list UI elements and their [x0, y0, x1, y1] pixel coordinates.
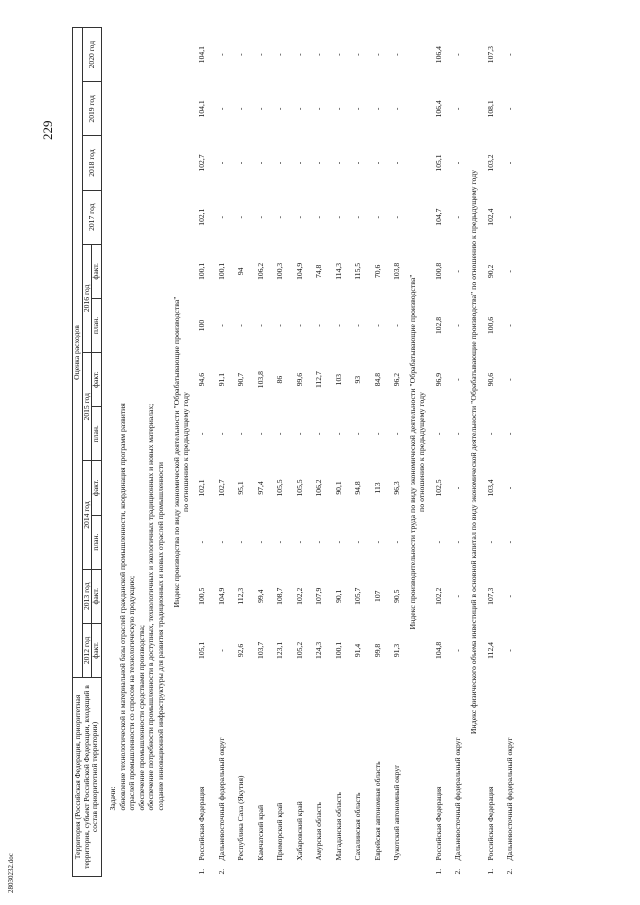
value-cell: 102,7 — [197, 154, 207, 172]
territory-name: Сахалинская область — [353, 792, 363, 861]
table-row — [271, 28, 291, 877]
value-cell: - — [314, 161, 324, 165]
value-cell: - — [236, 324, 246, 327]
value-cell: - — [294, 161, 304, 165]
value-cell: 124,3 — [314, 641, 324, 659]
tasks-line: создание инновационной инфраструктуры для развития традиционных и новых отраслей промышленности — [155, 462, 165, 811]
value-cell: 103 — [333, 373, 343, 386]
row-number — [290, 863, 310, 877]
value-cell: 94 — [236, 267, 246, 276]
value-cell: 94,6 — [197, 373, 207, 387]
fact-header: факт. — [92, 623, 102, 677]
value-cell: - — [353, 324, 363, 327]
value-cell: 106,2 — [255, 262, 265, 280]
year-header: 2014 год — [82, 461, 92, 569]
value-cell: 100,6 — [485, 316, 495, 335]
value-cell: 104,9 — [294, 262, 304, 280]
value-cell: 96,3 — [392, 481, 402, 495]
value-cell: - — [255, 161, 265, 165]
value-cell: 123,1 — [275, 641, 285, 659]
value-cell: - — [275, 161, 285, 165]
table-row — [290, 28, 310, 877]
value-cell: - — [372, 540, 382, 544]
tasks-row — [102, 28, 171, 877]
value-cell: - — [236, 540, 246, 544]
value-cell: - — [392, 215, 402, 219]
value-cell: 96,9 — [433, 373, 443, 387]
value-cell: - — [505, 324, 515, 327]
row-number: 2. — [453, 868, 463, 875]
value-cell: - — [314, 432, 324, 436]
value-cell: 104,1 — [197, 100, 207, 118]
territory-name: Приморский край — [275, 802, 285, 861]
value-cell: - — [294, 324, 304, 327]
territory-name: Дальневосточный федеральный округ — [453, 737, 463, 861]
value-cell: 100,1 — [197, 262, 207, 280]
value-cell: 114,3 — [333, 262, 343, 280]
value-cell: 106,4 — [433, 46, 443, 64]
value-cell: - — [314, 215, 324, 219]
territory-name: Камчатский край — [255, 804, 265, 861]
table-row — [232, 28, 252, 877]
value-cell: - — [453, 53, 463, 56]
value-cell: - — [294, 432, 304, 436]
value-cell: - — [216, 215, 226, 219]
value-cell: - — [236, 53, 246, 56]
value-cell: 105,2 — [294, 641, 304, 659]
territory-name: Чукотский автономный округ — [392, 764, 402, 861]
year-header: 2012 год — [82, 623, 92, 677]
value-cell: - — [255, 53, 265, 56]
value-cell: 104,1 — [197, 46, 207, 64]
section-title-text: Индекс физического объема инвестиций в основной капитал по виду экономической деятельности "Обрабатывающие производства" по отношению к предыдущему году — [469, 169, 479, 735]
territory-name: Магаданская область — [333, 792, 343, 861]
tasks-line: обновление технологической и материальной базы отраслей гражданской промышленности, координация программ развития — [117, 403, 127, 811]
value-cell: 90,5 — [392, 589, 402, 603]
value-cell: 106,2 — [314, 479, 324, 497]
value-cell: 102,1 — [197, 479, 207, 497]
value-cell: - — [216, 161, 226, 165]
value-cell: - — [433, 540, 443, 544]
value-cell: - — [392, 161, 402, 165]
value-cell: 70,6 — [372, 264, 382, 278]
value-cell: - — [392, 53, 402, 56]
value-cell: 99,6 — [294, 373, 304, 387]
value-cell: - — [216, 649, 226, 652]
territory-header: Территория (Российская Федерация, приоритетная территория, субъект Российской Федерации, входящий в состав приоритетной территории) — [73, 678, 102, 877]
value-cell: - — [453, 270, 463, 273]
value-cell: - — [216, 540, 226, 544]
territory-name: Дальневосточный федеральный округ — [216, 737, 226, 861]
territory-name: Республика Саха (Якутия) — [236, 775, 246, 861]
territory-name: Российская Федерация — [485, 786, 495, 861]
section-title-row — [171, 28, 193, 877]
value-cell: - — [333, 324, 343, 327]
year-header: 2015 год — [82, 353, 92, 461]
value-cell: 90,1 — [333, 481, 343, 495]
value-cell: - — [485, 432, 495, 436]
value-cell: 102,7 — [216, 479, 226, 497]
value-cell: 91,3 — [392, 643, 402, 658]
table-row — [251, 28, 271, 877]
value-cell: - — [453, 649, 463, 652]
table-row — [349, 28, 369, 877]
value-cell: - — [505, 540, 515, 544]
table-row — [193, 28, 213, 877]
value-cell: 102,2 — [294, 587, 304, 605]
value-cell: 102,5 — [433, 479, 443, 497]
value-cell: - — [453, 486, 463, 490]
value-cell: 100,1 — [333, 641, 343, 659]
value-cell: 107,9 — [314, 587, 324, 605]
value-cell: 84,8 — [372, 373, 382, 387]
value-cell: - — [255, 107, 265, 111]
table-row — [212, 28, 232, 877]
value-cell: 100,3 — [275, 262, 285, 280]
table-row — [329, 28, 349, 877]
value-cell: 103,2 — [485, 154, 495, 172]
value-cell: 103,7 — [255, 641, 265, 659]
value-cell: 95,1 — [236, 481, 246, 495]
value-cell: - — [453, 324, 463, 327]
value-cell: - — [505, 270, 515, 273]
fact-header: факт. — [92, 461, 102, 515]
row-number — [329, 863, 349, 877]
plan-header: план. — [92, 515, 102, 569]
value-cell: 107 — [372, 590, 382, 602]
territory-name: Дальневосточный федеральный округ — [505, 737, 515, 861]
value-cell: - — [505, 53, 515, 56]
value-cell: - — [372, 324, 382, 327]
value-cell: - — [314, 540, 324, 544]
value-cell: 106,4 — [433, 100, 443, 118]
value-cell: - — [314, 324, 324, 327]
value-cell: - — [453, 432, 463, 436]
row-number — [368, 863, 388, 877]
value-cell: - — [372, 215, 382, 219]
table-row — [368, 28, 388, 877]
value-cell: 103,4 — [485, 479, 495, 497]
value-cell: 108,7 — [275, 587, 285, 605]
tasks-block — [102, 28, 171, 877]
table-body — [102, 28, 521, 877]
value-cell: - — [197, 540, 207, 544]
value-cell: - — [333, 540, 343, 544]
value-cell: - — [314, 53, 324, 56]
value-cell: - — [353, 432, 363, 436]
value-cell: - — [505, 432, 515, 436]
territory-name: Российская Федерация — [433, 786, 443, 861]
value-cell: 115,5 — [353, 262, 363, 280]
value-cell: - — [275, 107, 285, 111]
value-cell: - — [236, 107, 246, 111]
value-cell: - — [392, 324, 402, 327]
value-cell: - — [353, 53, 363, 56]
value-cell: - — [275, 540, 285, 544]
value-cell: - — [353, 215, 363, 219]
value-cell: - — [333, 107, 343, 111]
value-cell: 94,8 — [353, 481, 363, 495]
value-cell: - — [505, 107, 515, 111]
indicators-table — [72, 27, 520, 877]
value-cell: - — [485, 540, 495, 544]
value-cell: 90,2 — [485, 264, 495, 278]
value-cell: - — [216, 107, 226, 111]
table-row — [388, 28, 408, 877]
rotated-page — [72, 27, 552, 877]
tasks-line: обеспечение потребности промышленности в доступных, технологичных и экологичных традиционных и новых материалах; — [146, 403, 156, 811]
territory-name: Еврейская автономная область — [372, 761, 382, 861]
row-number — [349, 863, 369, 877]
value-cell: 103,8 — [392, 262, 402, 280]
table-row — [310, 28, 330, 877]
section-title — [468, 28, 481, 877]
value-cell: 100 — [197, 319, 207, 332]
value-cell: - — [236, 215, 246, 219]
year-header: 2017 год — [82, 190, 101, 244]
value-cell: - — [505, 595, 515, 598]
table-row — [501, 28, 521, 877]
page-number: 229 — [40, 120, 55, 140]
row-number — [251, 863, 271, 877]
value-cell: - — [353, 540, 363, 544]
value-cell: - — [505, 378, 515, 381]
value-cell: 100,8 — [433, 262, 443, 280]
value-cell: - — [255, 432, 265, 436]
value-cell: - — [294, 215, 304, 219]
row-number — [388, 863, 408, 877]
value-cell: 92,6 — [236, 643, 246, 658]
section-title-row — [468, 28, 481, 877]
value-cell: 105,7 — [353, 587, 363, 605]
row-number: 1. — [485, 868, 495, 875]
value-cell: - — [372, 107, 382, 111]
value-cell: - — [294, 53, 304, 56]
estimate-header: Оценка расходов — [73, 28, 83, 678]
value-cell: 102,8 — [433, 316, 443, 335]
value-cell: 99,8 — [372, 643, 382, 658]
tasks-line: Задачи: — [108, 786, 118, 811]
section-title — [407, 28, 429, 877]
value-cell: 112,4 — [485, 642, 495, 659]
fact-header: факт. — [92, 244, 102, 298]
value-cell: - — [505, 215, 515, 219]
row-number: 1. — [197, 868, 207, 875]
value-cell: - — [333, 53, 343, 56]
value-cell: 100,1 — [216, 262, 226, 280]
value-cell: 104,7 — [433, 208, 443, 226]
value-cell: 90,1 — [333, 589, 343, 603]
tasks-line: отраслей промышленности со спросом на технологическую продукцию; — [127, 575, 137, 811]
value-cell: - — [453, 595, 463, 598]
value-cell: 105,5 — [275, 479, 285, 497]
section-title-text: Индекс производительности труда по виду экономической деятельности "Обрабатывающие производства" — [408, 274, 418, 630]
value-cell: 107,3 — [485, 46, 495, 64]
value-cell: 112,7 — [314, 371, 324, 389]
value-cell: - — [275, 324, 285, 327]
tasks-line: обеспечение промышленности средствами производства; — [136, 625, 146, 811]
value-cell: - — [333, 215, 343, 219]
value-cell: - — [453, 107, 463, 111]
value-cell: - — [505, 649, 515, 652]
plan-header: план. — [92, 298, 102, 352]
value-cell: 102,1 — [197, 208, 207, 226]
section-subtitle: по отношению к предыдущему году — [417, 392, 427, 512]
value-cell: - — [275, 53, 285, 56]
value-cell: - — [236, 432, 246, 436]
value-cell: - — [236, 161, 246, 165]
table-row — [481, 28, 501, 877]
value-cell: - — [392, 107, 402, 111]
value-cell: 107,3 — [485, 587, 495, 605]
value-cell: - — [275, 215, 285, 219]
value-cell: 99,4 — [255, 589, 265, 603]
section-title — [171, 28, 193, 877]
value-cell: - — [333, 161, 343, 165]
row-number — [271, 863, 291, 877]
value-cell: 105,1 — [433, 154, 443, 172]
value-cell: - — [453, 378, 463, 381]
year-header: 2018 год — [82, 136, 101, 190]
value-cell: 103,8 — [255, 371, 265, 389]
value-cell: 102,4 — [485, 208, 495, 226]
territory-name: Хабаровский край — [294, 801, 304, 861]
value-cell: - — [505, 161, 515, 165]
value-cell: - — [392, 540, 402, 544]
value-cell: 86 — [275, 375, 285, 384]
value-cell: - — [372, 432, 382, 436]
value-cell: - — [372, 161, 382, 165]
value-cell: - — [453, 215, 463, 219]
value-cell: 108,1 — [485, 100, 495, 118]
value-cell: 105,1 — [197, 641, 207, 659]
year-header: 2020 год — [82, 28, 101, 82]
row-number: 2. — [505, 868, 515, 875]
value-cell: - — [216, 53, 226, 56]
value-cell: 100,5 — [197, 587, 207, 605]
row-number: 1. — [433, 868, 443, 875]
value-cell: - — [353, 161, 363, 165]
row-number: 2. — [216, 868, 226, 875]
value-cell: - — [453, 161, 463, 165]
year-header: 2019 год — [82, 82, 101, 136]
value-cell: - — [216, 324, 226, 327]
section-subtitle: по отношению к предыдущему году — [181, 392, 191, 512]
value-cell: - — [353, 107, 363, 111]
value-cell: - — [314, 107, 324, 111]
territory-name: Амурская область — [314, 802, 324, 861]
value-cell: 96,2 — [392, 373, 402, 387]
value-cell: - — [255, 215, 265, 219]
fact-header: факт. — [92, 353, 102, 407]
table-row — [429, 28, 449, 877]
value-cell: 102,2 — [433, 587, 443, 605]
value-cell: - — [275, 432, 285, 436]
value-cell: - — [255, 324, 265, 327]
fact-header: факт. — [92, 569, 102, 623]
file-name: 28030232.doc — [7, 853, 15, 893]
value-cell: 74,8 — [314, 264, 324, 278]
value-cell: - — [372, 53, 382, 56]
row-number — [310, 863, 330, 877]
value-cell: - — [294, 540, 304, 544]
value-cell: 112,3 — [236, 587, 246, 605]
year-header: 2013 год — [82, 569, 92, 623]
value-cell: - — [294, 107, 304, 111]
value-cell: - — [216, 432, 226, 436]
value-cell: - — [453, 540, 463, 544]
value-cell: 104,9 — [216, 587, 226, 605]
value-cell: - — [433, 432, 443, 436]
value-cell: 113 — [372, 482, 382, 494]
value-cell: 90,7 — [236, 373, 246, 387]
section-title-row — [407, 28, 429, 877]
territory-name: Российская Федерация — [197, 786, 207, 861]
value-cell: 90,6 — [485, 373, 495, 387]
year-header: 2016 год — [82, 244, 92, 352]
value-cell: 97,4 — [255, 481, 265, 495]
value-cell: 91,4 — [353, 643, 363, 658]
plan-header: план. — [92, 407, 102, 461]
value-cell: 93 — [353, 375, 363, 384]
value-cell: 104,8 — [433, 641, 443, 659]
value-cell: 91,1 — [216, 373, 226, 387]
value-cell: - — [255, 540, 265, 544]
value-cell: - — [505, 486, 515, 490]
section-title-text: Индекс производства по виду экономической деятельности "Обрабатывающие производства" — [172, 296, 182, 608]
row-number — [232, 863, 252, 877]
value-cell: - — [392, 432, 402, 436]
value-cell: - — [333, 432, 343, 436]
value-cell: - — [197, 432, 207, 436]
table-row — [449, 28, 469, 877]
value-cell: 105,5 — [294, 479, 304, 497]
